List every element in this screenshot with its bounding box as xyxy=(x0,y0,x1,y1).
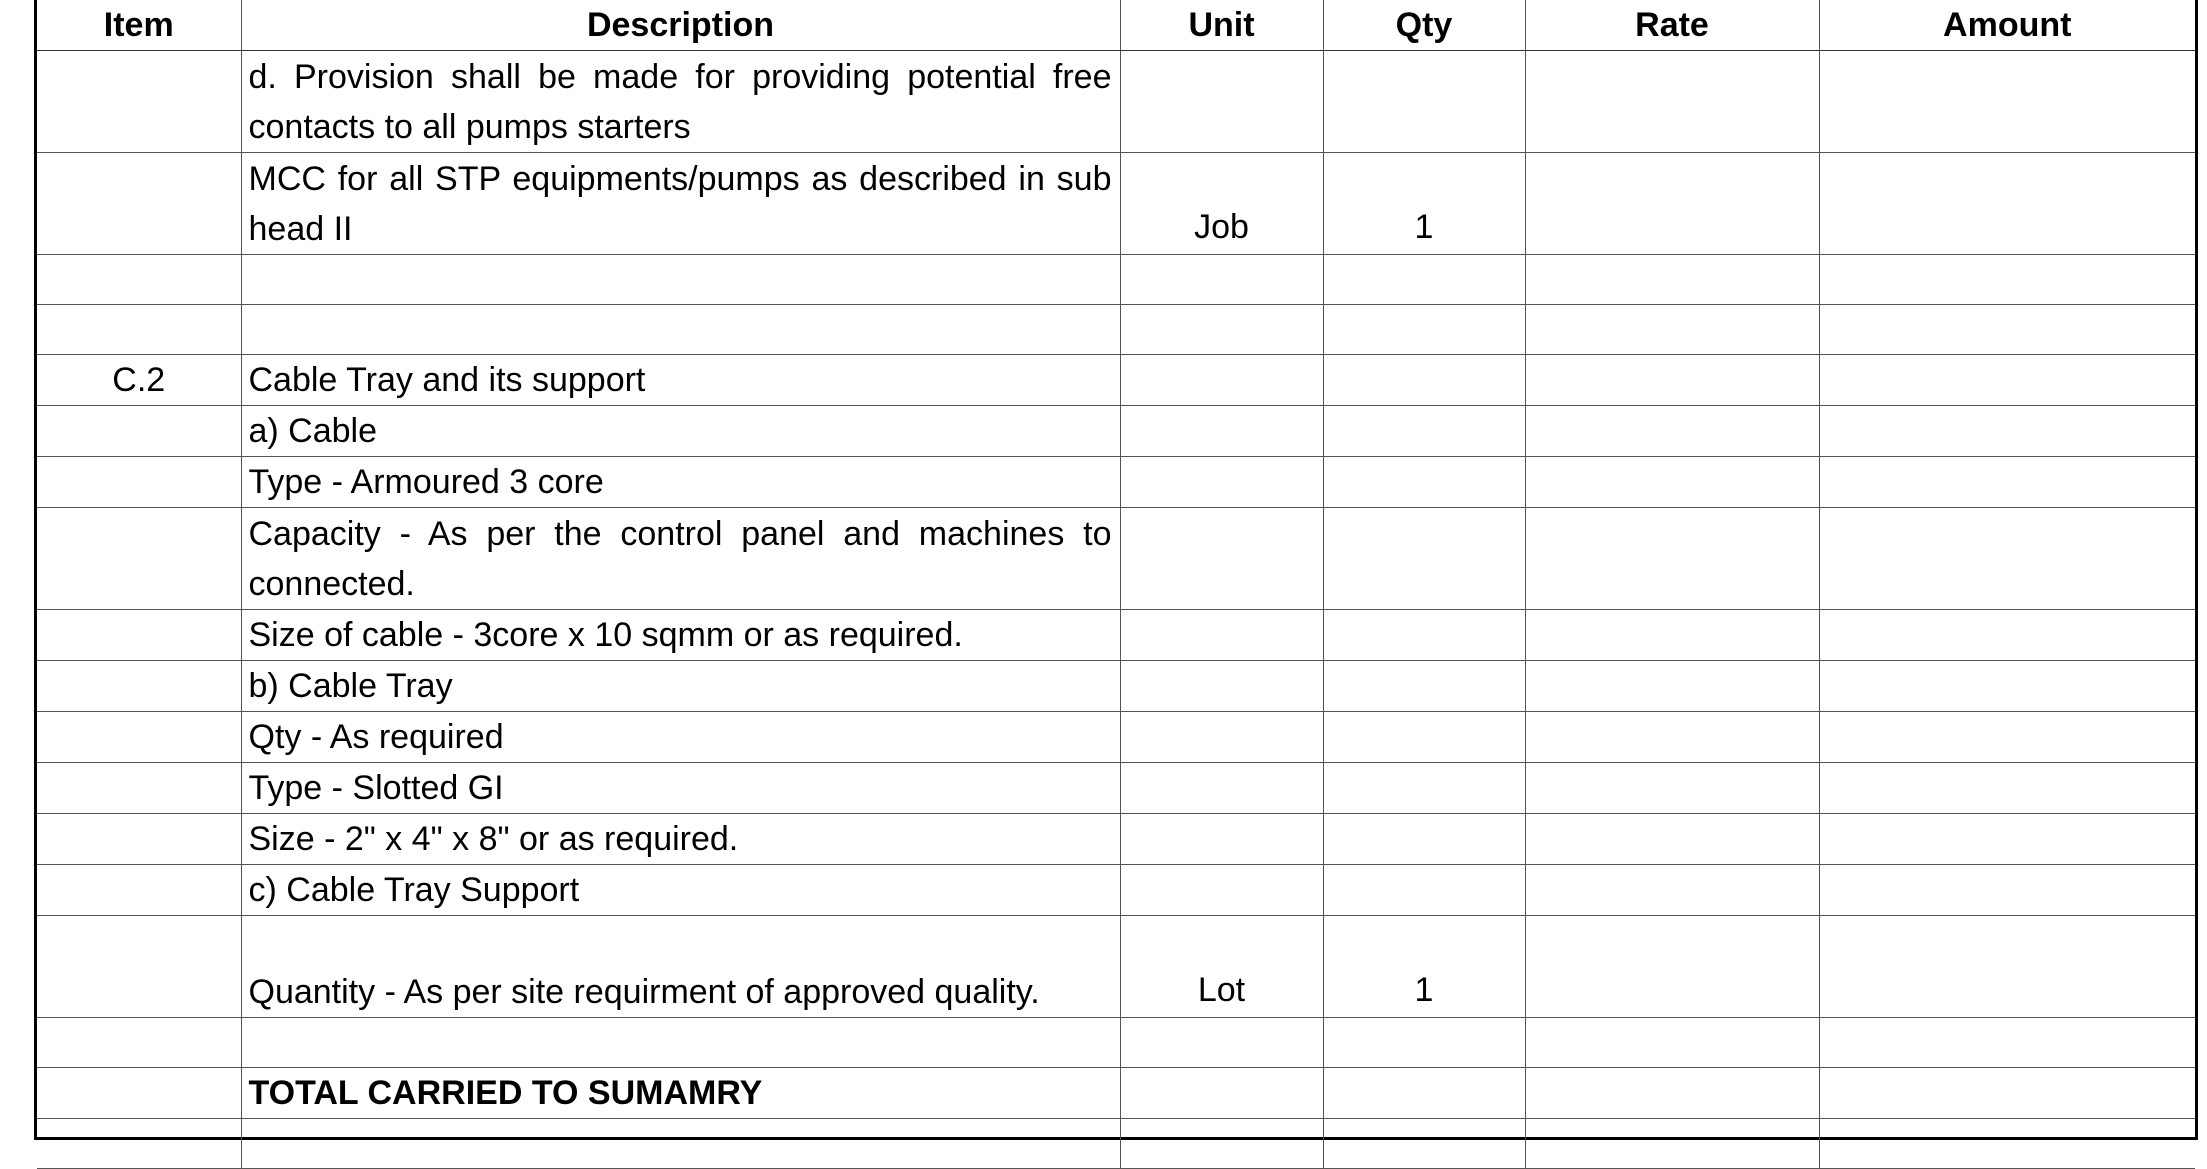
description-cell[interactable]: Quantity - As per site requirment of approved quality. xyxy=(241,916,1120,1018)
qty-cell[interactable] xyxy=(1323,1068,1525,1119)
table-row xyxy=(37,1018,2195,1068)
rate-cell[interactable] xyxy=(1525,814,1819,865)
column-header-description: Description xyxy=(241,0,1120,51)
rate-cell[interactable] xyxy=(1525,1068,1819,1119)
unit-cell[interactable] xyxy=(1120,305,1323,355)
qty-cell[interactable]: 1 xyxy=(1323,916,1525,1018)
description-cell[interactable]: Qty - As required xyxy=(241,712,1120,763)
rate-cell[interactable] xyxy=(1525,508,1819,610)
description-cell[interactable]: d. Provision shall be made for providing potential free contacts to all pumps starters xyxy=(241,51,1120,153)
rate-cell[interactable] xyxy=(1525,406,1819,457)
unit-cell[interactable] xyxy=(1120,1018,1323,1068)
rate-cell[interactable] xyxy=(1525,763,1819,814)
item-cell[interactable] xyxy=(37,763,241,814)
amount-cell[interactable] xyxy=(1819,661,2195,712)
unit-cell[interactable] xyxy=(1120,610,1323,661)
table-row xyxy=(37,508,2195,610)
unit-cell[interactable] xyxy=(1120,814,1323,865)
unit-cell[interactable] xyxy=(1120,712,1323,763)
item-cell[interactable] xyxy=(37,508,241,610)
table-row xyxy=(37,355,2195,406)
item-cell[interactable] xyxy=(37,406,241,457)
table-row xyxy=(37,153,2195,255)
rate-cell[interactable] xyxy=(1525,355,1819,406)
amount-cell[interactable] xyxy=(1819,508,2195,610)
qty-cell[interactable] xyxy=(1323,1018,1525,1068)
qty-cell[interactable]: 1 xyxy=(1323,153,1525,255)
item-cell[interactable]: C.2 xyxy=(37,355,241,406)
qty-cell[interactable] xyxy=(1323,355,1525,406)
unit-cell[interactable] xyxy=(1120,661,1323,712)
header-row xyxy=(37,0,2195,51)
rate-cell[interactable] xyxy=(1525,865,1819,916)
amount-cell[interactable] xyxy=(1819,916,2195,1018)
item-cell[interactable] xyxy=(37,153,241,255)
unit-cell[interactable]: Lot xyxy=(1120,916,1323,1018)
qty-cell[interactable] xyxy=(1323,406,1525,457)
unit-cell[interactable] xyxy=(1120,1068,1323,1119)
qty-cell[interactable] xyxy=(1323,508,1525,610)
amount-cell[interactable] xyxy=(1819,1068,2195,1119)
table-row xyxy=(37,916,2195,1018)
rate-cell[interactable] xyxy=(1525,457,1819,508)
item-cell[interactable] xyxy=(37,1068,241,1119)
amount-cell[interactable] xyxy=(1819,305,2195,355)
amount-cell[interactable] xyxy=(1819,457,2195,508)
description-cell[interactable]: Type - Armoured 3 core xyxy=(241,457,1120,508)
column-header-qty: Qty xyxy=(1323,0,1525,51)
qty-cell[interactable] xyxy=(1323,763,1525,814)
column-header-unit: Unit xyxy=(1120,0,1323,51)
table-row xyxy=(37,763,2195,814)
table-row xyxy=(37,814,2195,865)
rate-cell[interactable] xyxy=(1525,255,1819,305)
amount-cell[interactable] xyxy=(1819,1119,2195,1169)
unit-cell[interactable]: Job xyxy=(1120,153,1323,255)
column-header-rate: Rate xyxy=(1525,0,1819,51)
unit-cell[interactable] xyxy=(1120,255,1323,305)
amount-cell[interactable] xyxy=(1819,406,2195,457)
item-cell[interactable] xyxy=(37,51,241,153)
qty-cell[interactable] xyxy=(1323,865,1525,916)
unit-cell[interactable] xyxy=(1120,1119,1323,1169)
column-header-amount: Amount xyxy=(1819,0,2195,51)
description-cell[interactable]: Capacity - As per the control panel and machines to connected. xyxy=(241,508,1120,610)
table-row xyxy=(37,51,2195,153)
item-cell[interactable] xyxy=(37,916,241,1018)
description-cell[interactable] xyxy=(241,305,1120,355)
table-row xyxy=(37,712,2195,763)
amount-cell[interactable] xyxy=(1819,255,2195,305)
bill-of-quantities-sheet xyxy=(34,0,2198,1140)
description-cell[interactable]: MCC for all STP equipments/pumps as described in sub head II xyxy=(241,153,1120,255)
rate-cell[interactable] xyxy=(1525,1018,1819,1068)
rate-cell[interactable] xyxy=(1525,305,1819,355)
table-row xyxy=(37,661,2195,712)
item-cell[interactable] xyxy=(37,255,241,305)
amount-cell[interactable] xyxy=(1819,153,2195,255)
amount-cell[interactable] xyxy=(1819,712,2195,763)
table-row xyxy=(37,305,2195,355)
qty-cell[interactable] xyxy=(1323,255,1525,305)
amount-cell[interactable] xyxy=(1819,610,2195,661)
amount-cell[interactable] xyxy=(1819,51,2195,153)
item-cell[interactable] xyxy=(37,865,241,916)
rate-cell[interactable] xyxy=(1525,51,1819,153)
item-cell[interactable] xyxy=(37,814,241,865)
item-cell[interactable] xyxy=(37,1018,241,1068)
unit-cell[interactable] xyxy=(1120,406,1323,457)
description-cell[interactable] xyxy=(241,255,1120,305)
boq-table xyxy=(37,0,2195,1169)
qty-cell[interactable] xyxy=(1323,814,1525,865)
item-cell[interactable] xyxy=(37,661,241,712)
table-row xyxy=(37,457,2195,508)
table-row xyxy=(37,406,2195,457)
description-cell[interactable]: Size - 2" x 4" x 8" or as required. xyxy=(241,814,1120,865)
description-cell[interactable] xyxy=(241,1119,1120,1169)
qty-cell[interactable] xyxy=(1323,712,1525,763)
qty-cell[interactable] xyxy=(1323,1119,1525,1169)
unit-cell[interactable] xyxy=(1120,508,1323,610)
unit-cell[interactable] xyxy=(1120,865,1323,916)
item-cell[interactable] xyxy=(37,610,241,661)
description-cell[interactable]: c) Cable Tray Support xyxy=(241,865,1120,916)
amount-cell[interactable] xyxy=(1819,814,2195,865)
rate-cell[interactable] xyxy=(1525,610,1819,661)
unit-cell[interactable] xyxy=(1120,763,1323,814)
amount-cell[interactable] xyxy=(1819,865,2195,916)
item-cell[interactable] xyxy=(37,305,241,355)
description-cell[interactable]: Type - Slotted GI xyxy=(241,763,1120,814)
column-header-item: Item xyxy=(37,0,241,51)
total-row xyxy=(37,1068,2195,1119)
amount-cell[interactable] xyxy=(1819,355,2195,406)
unit-cell[interactable] xyxy=(1120,51,1323,153)
table-row xyxy=(37,610,2195,661)
amount-cell[interactable] xyxy=(1819,763,2195,814)
qty-cell[interactable] xyxy=(1323,51,1525,153)
item-cell[interactable] xyxy=(37,1119,241,1169)
description-cell[interactable]: a) Cable xyxy=(241,406,1120,457)
rate-cell[interactable] xyxy=(1525,1119,1819,1169)
description-cell[interactable] xyxy=(241,1018,1120,1068)
rate-cell[interactable] xyxy=(1525,153,1819,255)
table-row xyxy=(37,865,2195,916)
qty-cell[interactable] xyxy=(1323,457,1525,508)
unit-cell[interactable] xyxy=(1120,355,1323,406)
rate-cell[interactable] xyxy=(1525,916,1819,1018)
item-cell[interactable] xyxy=(37,712,241,763)
description-cell[interactable]: Size of cable - 3core x 10 sqmm or as required. xyxy=(241,610,1120,661)
description-cell[interactable]: b) Cable Tray xyxy=(241,661,1120,712)
item-cell[interactable] xyxy=(37,457,241,508)
qty-cell[interactable] xyxy=(1323,305,1525,355)
amount-cell[interactable] xyxy=(1819,1018,2195,1068)
table-row xyxy=(37,255,2195,305)
total-label-cell[interactable]: TOTAL CARRIED TO SUMAMRY xyxy=(241,1068,1120,1119)
rate-cell[interactable] xyxy=(1525,661,1819,712)
description-cell[interactable]: Cable Tray and its support xyxy=(241,355,1120,406)
unit-cell[interactable] xyxy=(1120,457,1323,508)
rate-cell[interactable] xyxy=(1525,712,1819,763)
qty-cell[interactable] xyxy=(1323,661,1525,712)
qty-cell[interactable] xyxy=(1323,610,1525,661)
table-row xyxy=(37,1119,2195,1169)
